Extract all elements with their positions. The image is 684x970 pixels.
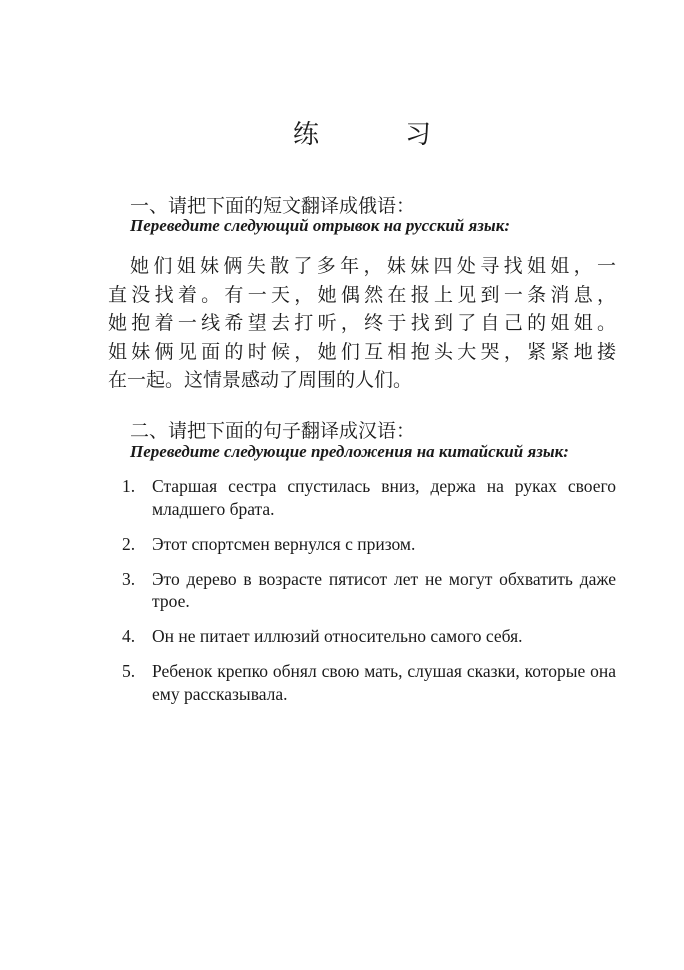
chinese-passage (108, 252, 616, 395)
passage-line: 她们姐妹俩失散了多年，妹妹四处寻找姐姐，一 (130, 255, 616, 277)
item-text: Этот спортсмен вернулся с призом. (152, 533, 416, 554)
exercise-page (108, 0, 616, 970)
passage-line: 直没找着。有一天，她偶然在报上见到一条消息， (108, 283, 616, 306)
item-text: Он не питает иллюзий относительно самого себя. (152, 626, 523, 646)
item-text: Ребенок крепко обнял свою мать, слушая сказки, которые она ему рассказывала. (152, 661, 616, 704)
sentence-list (122, 475, 616, 718)
item-number: 2. (122, 533, 136, 554)
item-number: 1. (122, 476, 136, 496)
list-item (122, 533, 616, 556)
item-number: 3. (122, 568, 136, 589)
section-1-subheading: Переведите следующий отрывок на русский язык: (130, 216, 510, 235)
list-item (122, 625, 616, 648)
passage-line: 姐妹俩见面的时候，她们互相抱头大哭，紧紧地搂 (108, 340, 616, 363)
passage-line: 在一起。这情景感动了周围的人们。 (108, 369, 413, 391)
list-item (122, 568, 616, 613)
item-number: 4. (122, 626, 136, 646)
item-text: Это дерево в возрасте пятисот лет не могут обхватить даже трое. (152, 568, 616, 611)
page-title: 练 习 (292, 120, 461, 150)
item-text: Старшая сестра спустилась вниз, держа на руках своего младшего брата. (152, 476, 616, 519)
section-2-subheading: Переведите следующие предложения на китайский язык: (130, 442, 569, 461)
list-item (122, 660, 616, 705)
passage-line: 她抱着一线希望去打听，终于找到了自己的姐姐。 (108, 312, 616, 334)
section-2-heading: 二、请把下面的句子翻译成汉语： (130, 420, 416, 442)
section-1-heading: 一、请把下面的短文翻译成俄语： (130, 195, 416, 217)
item-number: 5. (122, 661, 136, 681)
list-item (122, 475, 616, 520)
